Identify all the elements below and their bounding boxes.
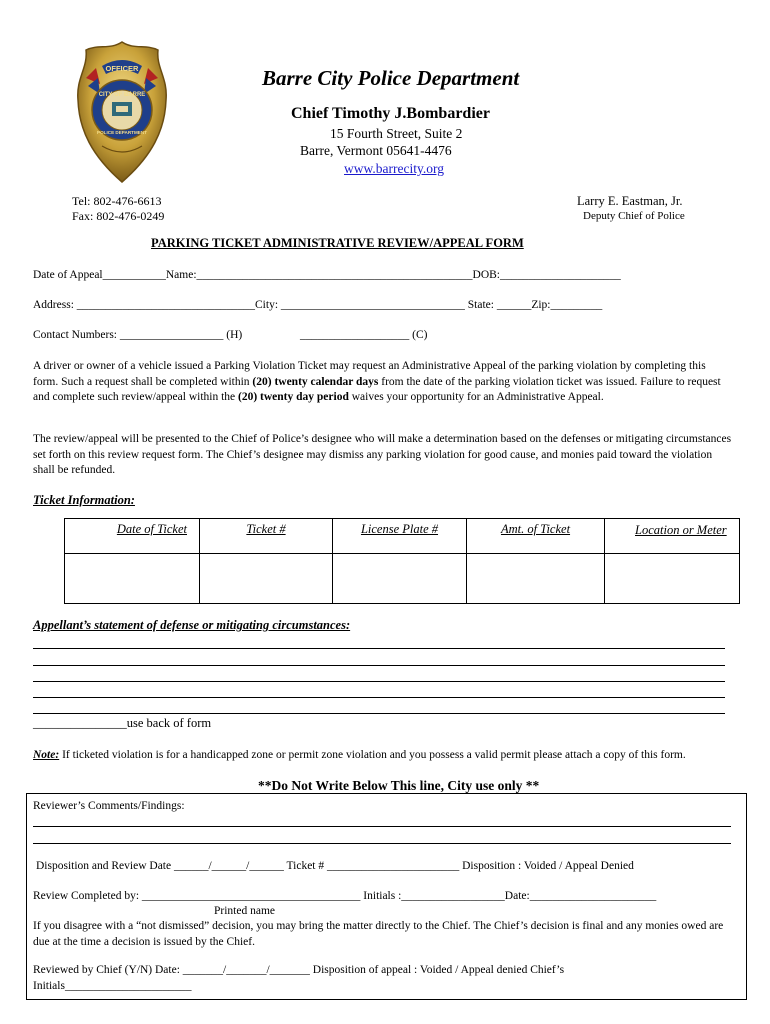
contact-cell-field[interactable]: ___________________ (C)	[300, 329, 428, 341]
police-badge-icon	[72, 38, 172, 186]
statement-line-4[interactable]	[33, 697, 725, 698]
reviewed-by-chief-row[interactable]: Reviewed by Chief (Y/N) Date: _______/_______/_______ Disposition of appeal : Voided / Appeal denied Chief’s	[33, 964, 565, 976]
review-completed-row[interactable]: Review Completed by: ______________________________________ Initials :__________________Date:______________________	[33, 890, 657, 902]
printed-name-label: Printed name	[214, 905, 275, 917]
statement-heading: Appellant’s statement of defense or mitigating circumstances:	[33, 618, 351, 632]
statement-line-3[interactable]	[33, 681, 725, 682]
appeal-instructions: A driver or owner of a vehicle issued a Parking Violation Ticket may request an Administrative Appeal of the parking violation by completing this form. Such a request shall be completed within (20) twenty calendar days from the date of the parking violation ticket was issued. Failure to request and complete such review/appeal within the (20) twenty day period waives your opportunity for an Administrative Appeal.	[33, 360, 721, 403]
address-line-1: 15 Fourth Street, Suite 2	[330, 126, 463, 141]
ticket-info-heading: Ticket Information:	[33, 493, 135, 507]
disagree-notice: If you disagree with a “not dismissed” decision, you may bring the matter directly to the Chief. The Chief’s decision is final and any monies owed are due at the time a decision is issued by the Chief.	[33, 920, 724, 948]
badge-ring-text: CITY OF BARRE	[98, 92, 146, 98]
city-use-only-banner: **Do Not Write Below This line, City use only **	[258, 778, 540, 793]
badge-top-text: OFFICER	[105, 64, 139, 73]
fax-number: Fax: 802-476-0249	[72, 209, 165, 223]
tel-number: Tel: 802-476-6613	[72, 194, 162, 208]
address-line-2: Barre, Vermont 05641-4476	[300, 143, 452, 158]
contact-home-field[interactable]: Contact Numbers: __________________ (H)	[33, 329, 243, 341]
col-date-of-ticket: Date of Ticket	[65, 519, 200, 554]
license-plate-cell[interactable]	[333, 554, 467, 604]
department-title: Barre City Police Department	[262, 66, 520, 90]
badge-bottom-text: POLICE DEPARTMENT	[97, 130, 147, 135]
location-meter-cell[interactable]	[605, 554, 740, 604]
col-amount: Amt. of Ticket	[467, 519, 605, 554]
col-location-meter: Location or Meter	[605, 519, 740, 554]
disposition-review-row[interactable]: Disposition and Review Date ______/______/______ Ticket # _______________________ Disposition : Voided / Appeal Denied	[36, 860, 634, 872]
form-title: PARKING TICKET ADMINISTRATIVE REVIEW/APPEAL FORM	[151, 236, 524, 250]
reviewer-comments-line-2[interactable]	[33, 843, 731, 844]
use-back-of-form[interactable]: _______________use back of form	[33, 716, 212, 730]
deputy-title: Deputy Chief of Police	[583, 210, 685, 222]
reviewer-comments-label: Reviewer’s Comments/Findings:	[33, 800, 185, 812]
ticket-number-cell[interactable]	[200, 554, 333, 604]
reviewer-comments-line-1[interactable]	[33, 826, 731, 827]
statement-line-5[interactable]	[33, 713, 725, 714]
address-row[interactable]: Address: _______________________________City: ________________________________ State: ______Zip:_________	[33, 299, 603, 311]
note-text: Note: If ticketed violation is for a handicapped zone or permit zone violation and you possess a valid permit please attach a copy of this form.	[33, 749, 686, 761]
appeal-info-row[interactable]: Date of Appeal___________Name:________________________________________________DOB:_____________________	[33, 269, 621, 281]
ticket-table	[64, 518, 740, 604]
col-ticket-number: Ticket #	[200, 519, 333, 554]
date-of-ticket-cell[interactable]	[65, 554, 200, 604]
col-license-plate: License Plate #	[333, 519, 467, 554]
chief-name: Chief Timothy J.Bombardier	[291, 105, 490, 122]
statement-line-1[interactable]	[33, 648, 725, 649]
website-link[interactable]: www.barrecity.org	[344, 161, 444, 176]
deputy-name: Larry E. Eastman, Jr.	[577, 194, 683, 208]
chief-initials-field[interactable]: Initials______________________	[33, 980, 192, 992]
review-explanation: The review/appeal will be presented to the Chief of Police’s designee who will make a determination based on the defenses or mitigating circumstances set forth on this review request form. The Chief’s designee may dismiss any parking violation for good cause, and monies paid toward the violation shall be refunded.	[33, 433, 732, 476]
statement-line-2[interactable]	[33, 665, 725, 666]
amount-cell[interactable]	[467, 554, 605, 604]
